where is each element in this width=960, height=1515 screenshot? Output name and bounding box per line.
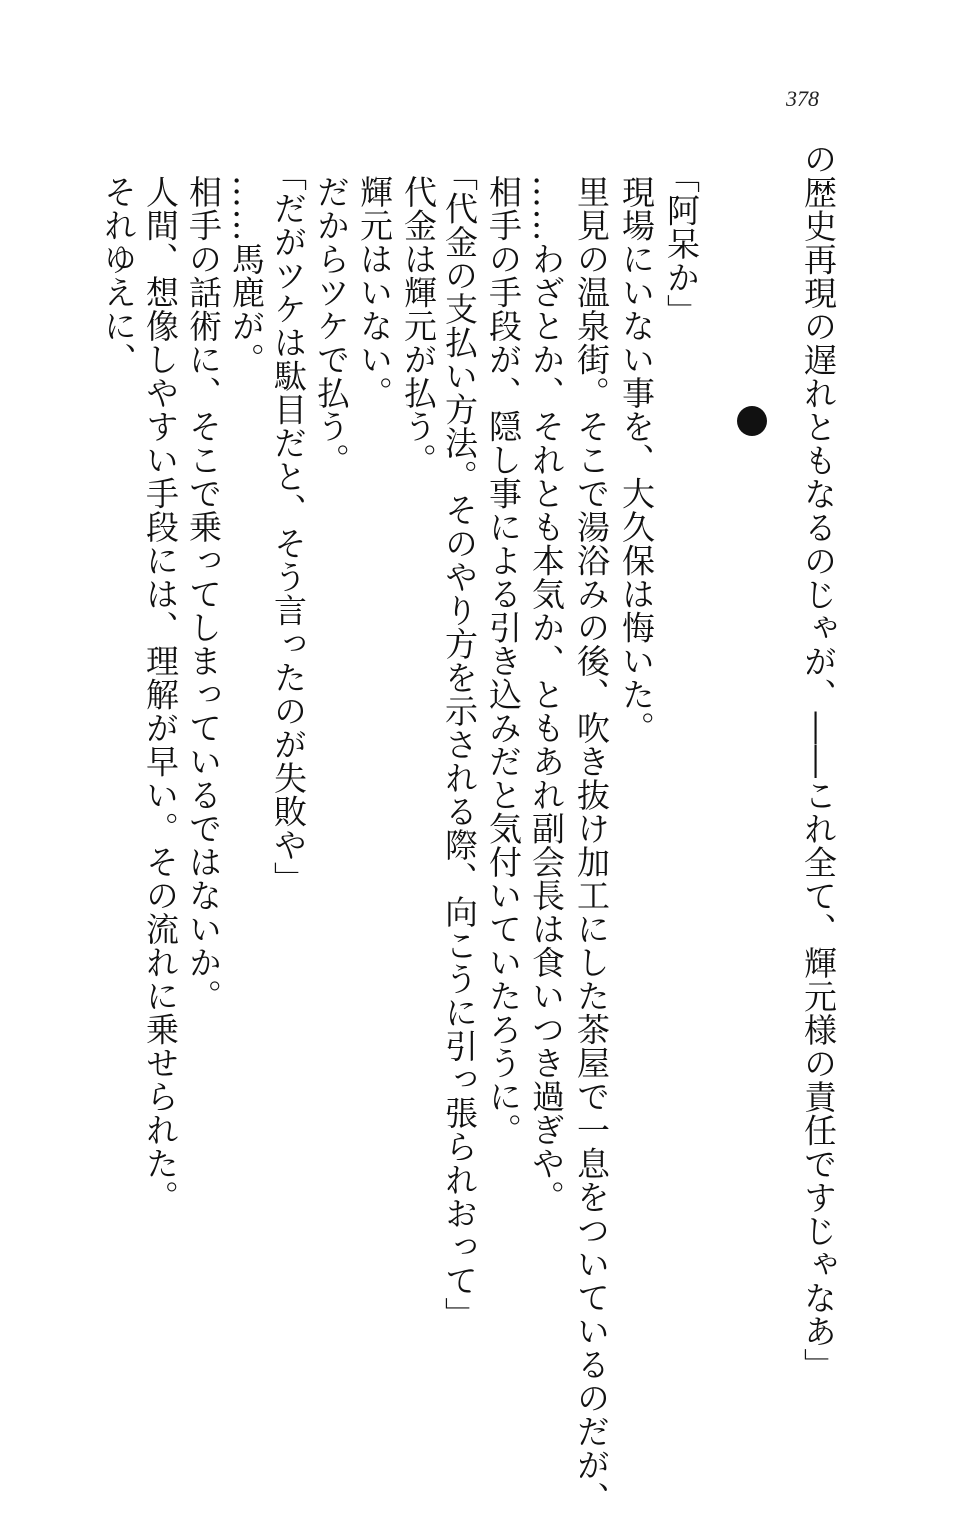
text-line: だからツケで払う。: [312, 175, 351, 477]
text-line: 「阿呆か」: [662, 160, 701, 328]
section-break-bullet: [737, 406, 767, 436]
text-line: それゆえに、: [99, 175, 138, 376]
text-line: 「代金の支払い方法。そのやり方を示される際、向こうに引っ張られおって」: [440, 158, 479, 1331]
text-line: 「だがツケは駄目だと、そう言ったのが失敗や」: [269, 158, 308, 895]
text-line: 輝元はいない。: [355, 175, 394, 410]
text-line: 相手の話術に、そこで乗ってしまっているではないか。: [184, 175, 223, 1013]
text-line: 人間、想像しやすい手段には、理解が早い。その流れに乗せられた。: [141, 175, 180, 1214]
text-line: 相手の手段が、隠し事による引き込みだと気付いていたろうに。: [484, 175, 523, 1147]
text-line: ……わざとか、それとも本気か、ともあれ副会長は食いつき過ぎや。: [527, 175, 566, 1214]
text-line: ……馬鹿が。: [227, 175, 266, 376]
page-number: 378: [786, 86, 819, 111]
text-line: の歴史再現の遅れともなるのじゃが、――これ全て、輝元様の責任ですじゃなあ」: [799, 142, 838, 1382]
text-line: 里見の温泉街。そこで湯浴みの後、吹き抜け加工にした茶屋で一息をついているのだが、: [572, 175, 611, 1515]
text-line: 現場にいない事を、大久保は悔いた。: [617, 175, 656, 745]
text-line: 代金は輝元が払う。: [399, 175, 438, 477]
